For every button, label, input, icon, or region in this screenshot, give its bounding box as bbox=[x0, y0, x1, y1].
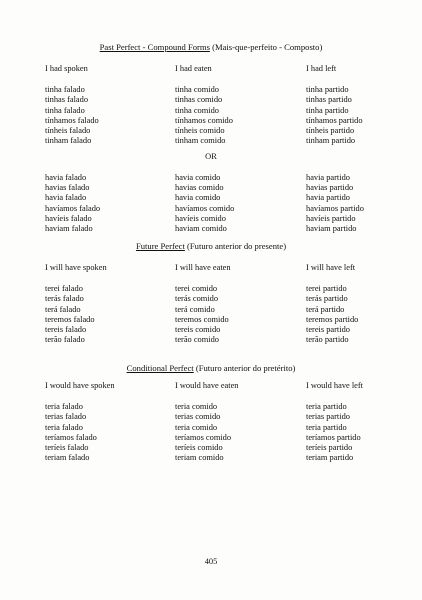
conjugation-row: havia falado bbox=[45, 193, 87, 203]
conjugation-row: teria falado bbox=[45, 422, 83, 432]
section-title-main: Conditional Perfect bbox=[126, 363, 194, 373]
column-header: I would have eaten bbox=[175, 381, 239, 390]
past-perfect-alt-column-eaten bbox=[175, 173, 234, 234]
conjugation-row: tínhamos partido bbox=[306, 115, 363, 125]
conjugation-row: teríeis falado bbox=[45, 443, 89, 453]
conjugation-row: tinha partido bbox=[306, 85, 349, 95]
conditional-perfect-column-left bbox=[306, 381, 363, 463]
conjugation-row: havias comido bbox=[175, 183, 224, 193]
past-perfect-column-spoken bbox=[45, 64, 99, 146]
column-header: I will have eaten bbox=[175, 263, 231, 272]
conjugation-row: terá partido bbox=[306, 304, 345, 314]
conjugation-row: teremos comido bbox=[175, 314, 229, 324]
conjugation-row: terás comido bbox=[175, 294, 219, 304]
section-title-main: Past Perfect - Compound Forms bbox=[99, 42, 210, 52]
past-perfect-alt-column-left bbox=[306, 173, 364, 234]
past-perfect-column-left bbox=[306, 64, 363, 146]
column-header: I will have left bbox=[306, 263, 356, 272]
conjugation-row: terão partido bbox=[306, 335, 349, 345]
conjugation-row: tínhamos falado bbox=[45, 115, 99, 125]
conjugation-row: terias comido bbox=[175, 412, 221, 422]
conjugation-row: terias partido bbox=[306, 412, 350, 422]
section-title-translation: (Mais-que-perfeito - Composto) bbox=[212, 42, 323, 52]
conjugation-row: tinhas falado bbox=[45, 95, 89, 105]
page-number: 405 bbox=[204, 557, 218, 566]
conjugation-row: teríamos partido bbox=[306, 432, 361, 442]
conditional-perfect-column-spoken bbox=[45, 381, 115, 463]
conjugation-row: teriam partido bbox=[306, 453, 354, 463]
conjugation-row: tinhas comido bbox=[175, 95, 223, 105]
column-header: I had spoken bbox=[45, 64, 88, 73]
conjugation-row: terias falado bbox=[45, 412, 87, 422]
conjugation-row: terá comido bbox=[175, 304, 215, 314]
conditional-perfect-column-eaten bbox=[175, 381, 238, 463]
conjugation-row: havias partido bbox=[306, 183, 354, 193]
conjugation-row: teria falado bbox=[45, 402, 83, 412]
conjugation-row: teríamos falado bbox=[45, 432, 97, 442]
conjugation-row: teríamos comido bbox=[175, 432, 232, 442]
conjugation-row: tinham comido bbox=[175, 136, 226, 146]
conjugation-row: havia comido bbox=[175, 193, 221, 203]
conjugation-row: terás falado bbox=[45, 294, 84, 304]
conjugation-row: teriam comido bbox=[175, 453, 224, 463]
conjugation-row: havíeis falado bbox=[45, 213, 92, 223]
conjugation-row: terei falado bbox=[45, 284, 83, 294]
conjugation-row: teria comido bbox=[175, 402, 218, 412]
conjugation-row: tinha comido bbox=[175, 105, 219, 115]
conjugation-row: teríeis partido bbox=[306, 443, 353, 453]
past-perfect-alt-column-spoken bbox=[45, 173, 100, 234]
section-title-conditional-perfect bbox=[0, 363, 422, 373]
conjugation-row: teriam falado bbox=[45, 453, 90, 463]
conjugation-row: terei partido bbox=[306, 284, 347, 294]
conjugation-row: terás partido bbox=[306, 294, 348, 304]
conjugation-row: haviam partido bbox=[306, 224, 357, 234]
conjugation-row: teremos partido bbox=[306, 314, 359, 324]
conjugation-row: teria partido bbox=[306, 422, 347, 432]
conjugation-row: tereis falado bbox=[45, 325, 87, 335]
future-perfect-column-left bbox=[306, 263, 358, 345]
conjugation-row: tinha comido bbox=[175, 85, 219, 95]
conjugation-row: haviam comido bbox=[175, 224, 227, 234]
conjugation-row: tinham falado bbox=[45, 136, 92, 146]
conjugation-row: tínheis partido bbox=[306, 126, 355, 136]
conjugation-row: havíeis comido bbox=[175, 213, 226, 223]
conjugation-row: tinha falado bbox=[45, 85, 85, 95]
conjugation-row: teria comido bbox=[175, 422, 218, 432]
section-title-past-perfect bbox=[0, 42, 422, 52]
section-title-future-perfect bbox=[0, 241, 422, 251]
conjugation-row: terão comido bbox=[175, 335, 219, 345]
conjugation-row: tínheis falado bbox=[45, 126, 91, 136]
conjugation-row: tinha falado bbox=[45, 105, 85, 115]
conjugation-row: havia falado bbox=[45, 173, 87, 182]
conjugation-row: tereis comido bbox=[175, 325, 221, 335]
conjugation-row: havíamos comido bbox=[175, 203, 235, 213]
conjugation-row: terão falado bbox=[45, 335, 85, 345]
column-header: I would have left bbox=[306, 381, 363, 390]
column-header: I would have spoken bbox=[45, 381, 115, 390]
conjugation-row: teria partido bbox=[306, 402, 347, 412]
conjugation-row: haviam falado bbox=[45, 224, 93, 234]
section-title-main: Future Perfect bbox=[135, 241, 185, 251]
section-title-translation: (Futuro anterior do pretérito) bbox=[195, 363, 296, 373]
past-perfect-column-eaten bbox=[175, 64, 233, 146]
or-separator: OR bbox=[205, 152, 217, 161]
future-perfect-column-eaten bbox=[175, 263, 231, 345]
conjugation-row: havíamos partido bbox=[306, 203, 364, 213]
conjugation-row: terá falado bbox=[45, 304, 81, 314]
section-title-translation: (Futuro anterior do presente) bbox=[187, 241, 287, 251]
conjugation-row: terei comido bbox=[175, 284, 218, 294]
conjugation-row: havia partido bbox=[306, 173, 350, 182]
column-header: I will have spoken bbox=[45, 263, 107, 272]
conjugation-row: tínheis comido bbox=[175, 126, 225, 136]
column-header: I had left bbox=[306, 64, 337, 73]
conjugation-row: havias falado bbox=[45, 183, 90, 193]
conjugation-row: tereis partido bbox=[306, 325, 350, 335]
conjugation-row: tinham partido bbox=[306, 136, 356, 146]
conjugation-row: teremos falado bbox=[45, 314, 95, 324]
future-perfect-column-spoken bbox=[45, 263, 107, 345]
conjugation-row: tinhas partido bbox=[306, 95, 352, 105]
conjugation-row: teríeis comido bbox=[175, 443, 223, 453]
conjugation-row: tínhamos comido bbox=[175, 115, 233, 125]
conjugation-row: havíamos falado bbox=[45, 203, 101, 213]
column-header: I had eaten bbox=[175, 64, 212, 73]
conjugation-row: havia comido bbox=[175, 173, 221, 182]
conjugation-row: havíeis partido bbox=[306, 213, 356, 223]
conjugation-row: havia partido bbox=[306, 193, 350, 203]
conjugation-row: tinha partido bbox=[306, 105, 349, 115]
